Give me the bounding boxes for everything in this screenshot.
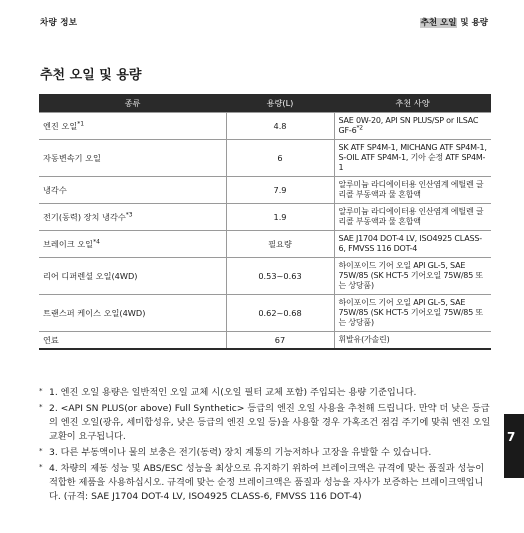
table-row [39, 257, 491, 294]
footnote-ref: *1 [77, 119, 85, 127]
header-type: 종류 [39, 94, 226, 112]
row-type-label: 브레이크 오일 [43, 238, 94, 249]
chapter-rest: 및 용량 [457, 18, 488, 28]
row-spec [334, 331, 491, 349]
footnote-item [39, 386, 495, 400]
row-spec [334, 203, 491, 230]
row-spec [334, 139, 491, 176]
row-spec-text: 하이포이드 기어 오일 API GL-5, SAE 75W/85 (SK HCT-5 기어오일 75W/85 또는 상당품) [338, 297, 483, 327]
footnote-text: 1. 엔진 오일 용량은 일반적인 오일 교체 시(오일 필터 교체 포함) 주입되는 용량 기준입니다. [49, 387, 417, 398]
row-type [39, 139, 226, 176]
row-type-label: 리어 디퍼렌셜 오일(4WD) [43, 270, 138, 281]
row-spec-text: SK ATF SP4M-1, MICHANG ATF SP4M-1, S-OIL ATF SP4M-1, 기아 순정 ATF SP4M-1 [338, 142, 487, 172]
table-header-row [39, 94, 491, 112]
row-type [39, 230, 226, 257]
footnote-text: 2. <API SN PLUS(or above) Full Synthetic> 등급의 엔진 오일 사용을 추천해 드립니다. 만약 더 낮은 등급의 엔진 오일(광유, 세미합성유, 낮은 등급의 엔진 오일 등)을 사용할 경우 가혹조건 점검 주기에 맞춰 엔진 오일 교환이 요구됩니다. [49, 403, 491, 442]
table-row [39, 230, 491, 257]
row-spec-text: 알루미늄 라디에이터용 인산염계 에틸렌 글리콜 부동액과 물 혼합액 [338, 179, 484, 199]
table-row [39, 331, 491, 349]
footnotes [39, 386, 495, 506]
row-capacity: 0.53~0.63 [226, 257, 334, 294]
row-capacity: 4.8 [226, 112, 334, 139]
row-spec-text: 하이포이드 기어 오일 API GL-5, SAE 75W/85 (SK HCT-5 기어오일 75W/85 또는 상당품) [338, 260, 483, 290]
header-capacity: 용량(L) [226, 94, 334, 112]
chapter-header [420, 16, 488, 28]
row-type [39, 257, 226, 294]
row-spec [334, 112, 491, 139]
row-capacity: 7.9 [226, 176, 334, 203]
footnote-mark: * [39, 463, 43, 471]
page-tab [504, 414, 524, 478]
row-type [39, 331, 226, 349]
table-row [39, 294, 491, 331]
footnote-item [39, 402, 495, 444]
footnote-ref: *4 [93, 237, 100, 245]
table-row [39, 112, 491, 139]
row-spec [334, 257, 491, 294]
row-type [39, 294, 226, 331]
row-type [39, 203, 226, 230]
row-type-label: 연료 [43, 334, 59, 345]
footnote-item [39, 446, 495, 460]
row-spec-text: 알루미늄 라디에이터용 인산염계 에틸렌 글리콜 부동액과 물 혼합액 [338, 206, 484, 226]
section-header: 차량 정보 [40, 18, 78, 28]
row-type-label: 냉각수 [43, 184, 67, 195]
page-tab-number: 7 [507, 430, 516, 444]
row-spec-text: 휘발유(가솔린) [338, 334, 390, 344]
footnote-text: 4. 차량의 제동 성능 및 ABS/ESC 성능을 최상으로 유지하기 위하여 브레이크액은 규격에 맞는 품질과 성능이 적합한 제품을 사용하십시오. 규격에 맞는 순정 브레이크액은 품질과 성능을 자사가 보증하는 브레이크액입니다. (규격: SAE J1704 DOT-4 LV, ISO4925 CLASS-6, FMVSS 116 DOT-4) [49, 463, 485, 502]
row-capacity: 필요량 [226, 230, 334, 257]
row-spec [334, 230, 491, 257]
row-spec-text: SAE J1704 DOT-4 LV, ISO4925 CLASS-6, FMVSS 116 DOT-4 [338, 233, 482, 253]
footnote-text: 3. 다른 부동액이나 물의 보충은 전기(동력) 장치 계통의 기능저하나 고장을 유발할 수 있습니다. [49, 447, 432, 458]
page-title: 추천 오일 및 용량 [40, 68, 142, 83]
footnote-ref: *3 [125, 210, 133, 218]
row-type [39, 112, 226, 139]
table-row [39, 203, 491, 230]
row-spec [334, 294, 491, 331]
table-row [39, 139, 491, 176]
row-type-label: 엔진 오일 [43, 120, 78, 131]
footnote-ref: *2 [356, 123, 363, 131]
row-type-label: 자동변속기 오일 [43, 152, 101, 163]
row-spec-text: SAE 0W-20, API SN PLUS/SP or ILSAC GF-6 [338, 115, 479, 135]
chapter-highlight: 추천 오일 [420, 18, 457, 28]
row-capacity: 6 [226, 139, 334, 176]
row-type-label: 트랜스퍼 케이스 오일(4WD) [43, 307, 146, 318]
footnote-mark: * [39, 387, 43, 395]
footnote-mark: * [39, 403, 43, 411]
row-type-label: 전기(동력) 장치 냉각수 [43, 211, 126, 222]
table-row [39, 176, 491, 203]
footnote-mark: * [39, 447, 43, 455]
footnote-item [39, 462, 495, 504]
row-type [39, 176, 226, 203]
row-capacity: 1.9 [226, 203, 334, 230]
header-spec: 추천 사양 [334, 94, 491, 112]
row-capacity: 67 [226, 331, 334, 349]
row-spec [334, 176, 491, 203]
row-capacity: 0.62~0.68 [226, 294, 334, 331]
oil-capacity-table [39, 94, 491, 350]
